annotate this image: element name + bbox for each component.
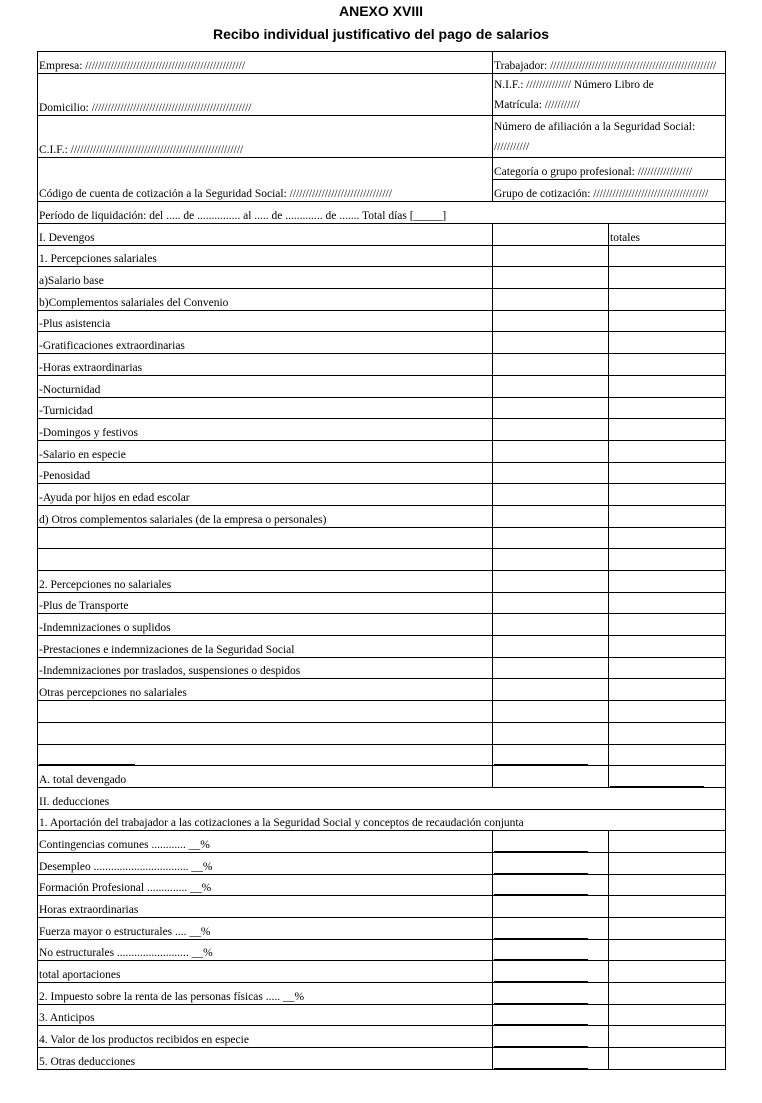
salary-receipt-table (37, 51, 726, 1070)
salarial-item: -Domingos y festivos (38, 419, 493, 441)
salarial-item: a)Salario base (38, 267, 493, 289)
salarial-item: -Turnicidad (38, 397, 493, 419)
no-salarial-item: -Indemnizaciones o suplidos (38, 614, 493, 636)
nif-line1: N.I.F.: ////////////// Número Libro de (494, 79, 654, 91)
blank-row[interactable] (38, 701, 493, 723)
blank-row[interactable] (38, 722, 493, 744)
deduccion-item: 3. Anticipos (38, 1004, 493, 1026)
deduccion-item: Formación Profesional .............. __% (38, 874, 493, 896)
underline (494, 971, 588, 982)
deducciones-heading: II. deducciones (38, 787, 726, 809)
no-salarial-item: -Plus de Transporte (38, 592, 493, 614)
deduccion-item: 4. Valor de los productos recibidos en especie (38, 1026, 493, 1048)
salarial-item: -Gratificaciones extraordinarias (38, 332, 493, 354)
trabajador-field[interactable]: Trabajador: //////////////////////////////////////////////////// (493, 52, 726, 74)
salarial-item: d) Otros complementos salariales (de la empresa o personales) (38, 505, 493, 527)
blank-row[interactable] (38, 527, 493, 549)
deduccion-item: Fuerza mayor o estructurales .... __% (38, 918, 493, 940)
blank-row[interactable] (38, 549, 493, 571)
aportacion-heading: 1. Aportación del trabajador a las cotizaciones a la Seguridad Social y conceptos de recaudación conjunta (38, 809, 726, 831)
afiliacion-field[interactable] (493, 116, 726, 158)
percepciones-salariales-heading: 1. Percepciones salariales (38, 245, 493, 267)
annex-title: ANEXO XVIII (338, 3, 424, 19)
cuenta-cotizacion-field[interactable]: Código de cuenta de cotización a la Seguridad Social: //////////////////////////////// (38, 158, 493, 202)
salarial-item: -Plus asistencia (38, 310, 493, 332)
cif-field[interactable]: C.I.F.: ////////////////////////////////////////////////////// (38, 116, 493, 158)
underline (39, 754, 135, 765)
nif-matricula-field[interactable] (493, 74, 726, 116)
afiliacion-line1: Número de afiliación a la Seguridad Social: (494, 121, 696, 133)
salarial-item: b)Complementos salariales del Convenio (38, 289, 493, 311)
underline (494, 1036, 588, 1047)
salarial-item: -Salario en especie (38, 440, 493, 462)
blank-row-underlined[interactable] (38, 744, 493, 766)
salarial-item: -Ayuda por hijos en edad escolar (38, 484, 493, 506)
underline (494, 863, 588, 874)
categoria-field[interactable]: Categoría o grupo profesional: ///////////////// (493, 158, 726, 180)
total-devengado-label: A. total devengado (38, 766, 493, 788)
deduccion-item: 5. Otras deducciones (38, 1048, 493, 1070)
domicilio-field[interactable]: Domicilio: ////////////////////////////////////////////////// (38, 74, 493, 116)
no-salarial-item: -Prestaciones e indemnizaciones de la Seguridad Social (38, 636, 493, 658)
underline (494, 1058, 588, 1069)
deduccion-item: No estructurales ......................... __% (38, 939, 493, 961)
total-devengado-value[interactable] (609, 766, 726, 788)
underline (494, 993, 588, 1004)
percepciones-no-salariales-heading: 2. Percepciones no salariales (38, 571, 493, 593)
deduccion-item: Desempleo ................................. __% (38, 852, 493, 874)
totales-header: totales (609, 224, 726, 246)
deduccion-item: Contingencias comunes ............ __% (38, 831, 493, 853)
deduccion-item: 2. Impuesto sobre la renta de las personas físicas ..... __% (38, 983, 493, 1005)
underline (494, 949, 588, 960)
underline (494, 754, 588, 765)
no-salarial-item: -Indemnizaciones por traslados, suspensiones o despidos (38, 657, 493, 679)
afiliacion-line2: /////////// (494, 141, 530, 153)
no-salarial-item: Otras percepciones no salariales (38, 679, 493, 701)
deduccion-item: Horas extraordinarias (38, 896, 493, 918)
salarial-item: -Nocturnidad (38, 375, 493, 397)
underline (494, 1014, 588, 1025)
underline (494, 928, 588, 939)
underline (494, 841, 588, 852)
salarial-item: -Horas extraordinarias (38, 354, 493, 376)
underline (494, 884, 588, 895)
underline (610, 776, 704, 787)
grupo-cotizacion-field[interactable]: Grupo de cotización: //////////////////////////////////// (493, 180, 726, 202)
salarial-item: -Penosidad (38, 462, 493, 484)
empresa-field[interactable]: Empresa: ////////////////////////////////////////////////// (38, 52, 493, 74)
nif-line2: Matrícula: /////////// (494, 99, 580, 111)
periodo-liquidacion-field[interactable]: Período de liquidación: del ..... de ............... al ..... de ............. de ....... Total días [_____] (38, 202, 726, 224)
document-title: Recibo individual justificativo del pago de salarios (212, 26, 550, 42)
deduccion-item: total aportaciones (38, 961, 493, 983)
devengos-heading: I. Devengos (38, 224, 493, 246)
